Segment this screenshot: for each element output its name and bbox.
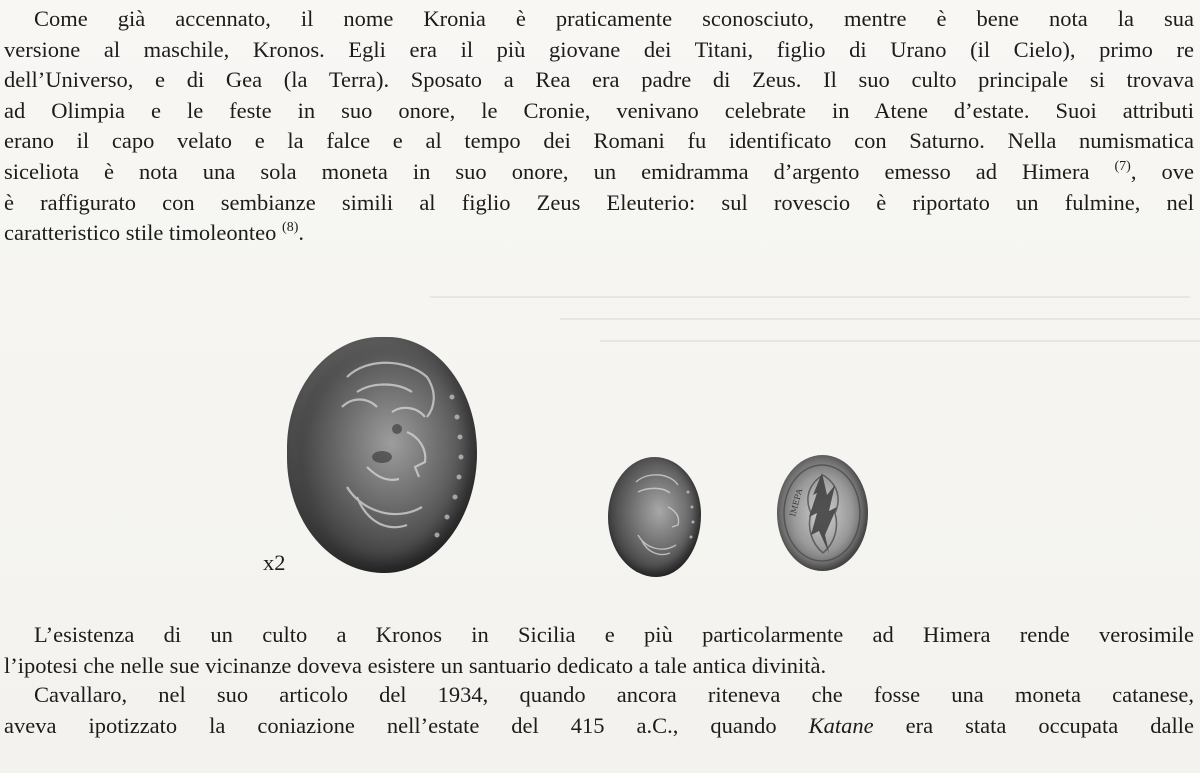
coin-enlarged-image: [287, 337, 477, 573]
kronos-head-small: [608, 457, 701, 577]
text-line: [4, 157, 1194, 188]
text-line: [4, 218, 1194, 249]
text-fragment: caratteristico stile timoleonteo: [4, 220, 283, 246]
text-line: erano il capo velato e la falce e al tempo dei Romani fu identificato con Saturno. Nella numismatica: [4, 128, 1194, 154]
text-line: Cavallaro, nel suo articolo del 1934, quando ancora riteneva che fosse una moneta catanese,: [34, 682, 1194, 707]
thunderbolt-relief: [777, 455, 868, 571]
footnote-marker: (8): [282, 220, 299, 236]
kronos-head-relief: [287, 337, 477, 573]
coin-legend: ΙΜΕΡΑ: [788, 487, 805, 518]
footnote-marker: (7): [1114, 158, 1131, 174]
text-line: dell’Universo, e di Gea (la Terra). Sposato a Rea era padre di Zeus. Il suo culto principale si trovava: [4, 67, 1194, 93]
text-line: l’ipotesi che nelle sue vicinanze doveva esistere un santuario dedicato a tale antica divinità.: [4, 652, 827, 678]
bleed-through-line: [560, 318, 1200, 320]
coin-obverse-image: [608, 457, 701, 577]
text-line: [4, 711, 1194, 742]
bleed-through-line: [600, 340, 1200, 342]
place-name: Katane: [808, 712, 874, 738]
text-line: versione al maschile, Kronos. Egli era il più giovane dei Titani, figlio di Urano (il Cielo), primo re: [4, 36, 1194, 62]
text-fragment: .: [298, 220, 304, 246]
bleed-through-line: [430, 296, 1190, 298]
text-line: Come già accennato, il nome Kronia è praticamente sconosciuto, mentre è bene nota la sua: [34, 6, 1194, 31]
paragraph-cavallaro: [4, 680, 1194, 741]
coin-reverse-image: [777, 455, 868, 571]
text-fragment: siceliota è nota una sola moneta in suo onore, un emidramma d’argento emesso ad Himera: [4, 158, 1115, 184]
text-line: è raffigurato con sembianze simili al figlio Zeus Eleuterio: sul rovescio è riportato un fulmine, nel: [4, 189, 1194, 215]
text-fragment: era stata occupata dalle: [873, 712, 1195, 738]
text-line: L’esistenza di un culto a Kronos in Sicilia e più particolarmente ad Himera rende verosimile: [34, 622, 1194, 647]
text-fragment: aveva ipotizzato la coniazione nell’estate del 415 a.C., quando: [4, 712, 809, 738]
text-fragment: , ove: [1130, 158, 1194, 184]
paragraph-kronos-cult: [4, 620, 1194, 681]
text-line: ad Olimpia e le feste in suo onore, le Cronie, venivano celebrate in Atene d’estate. Suoi attributi: [4, 97, 1194, 123]
paragraph-kronia: [4, 4, 1194, 249]
scale-label: x2: [263, 550, 286, 575]
